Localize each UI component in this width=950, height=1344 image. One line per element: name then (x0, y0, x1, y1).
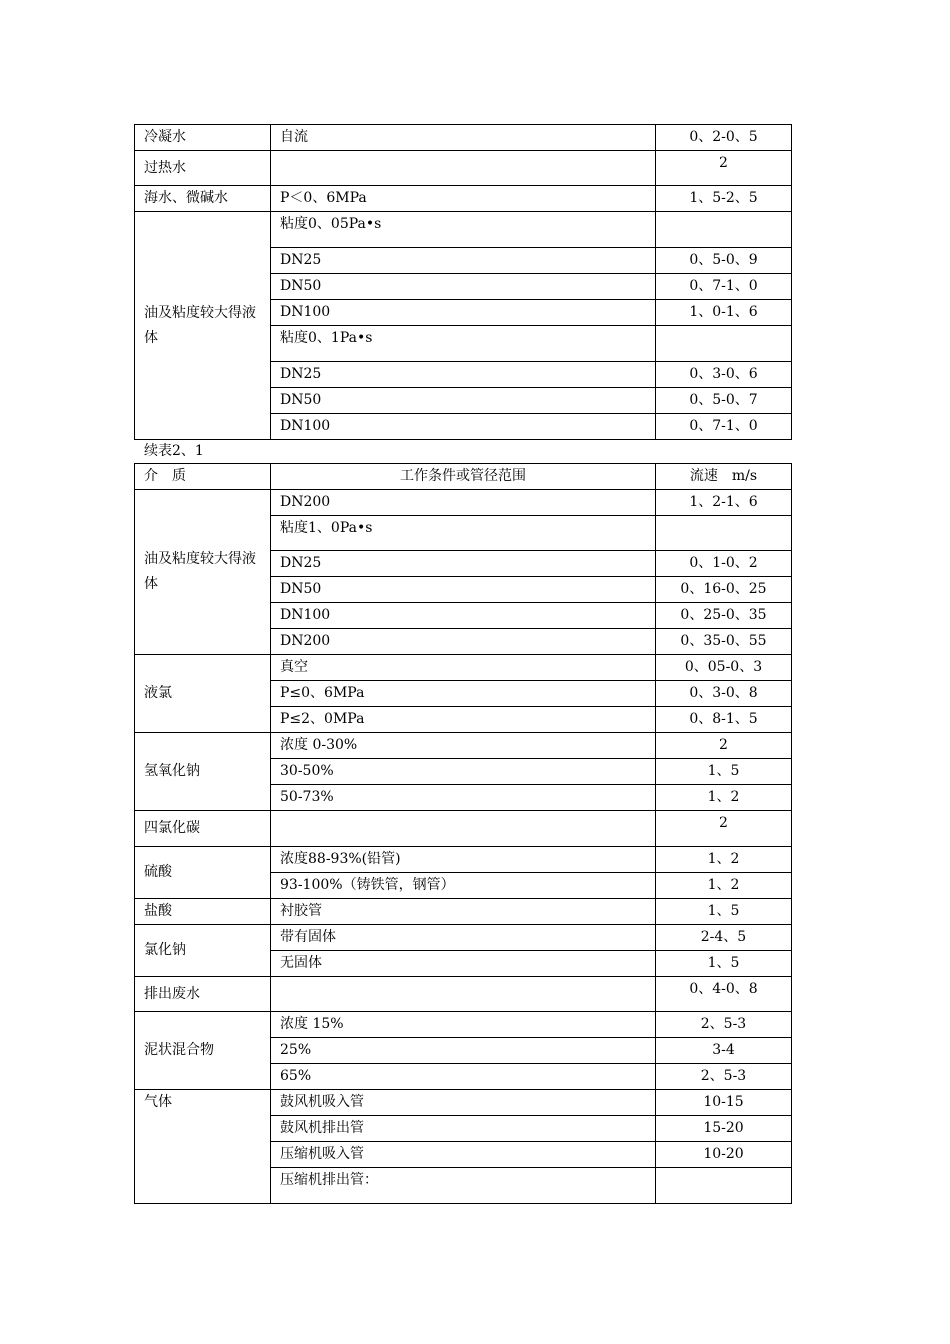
condition-cell: DN25 (271, 362, 656, 388)
condition-cell: DN100 (271, 603, 656, 629)
table-row (135, 125, 792, 151)
table-row (135, 151, 792, 186)
condition-cell: DN200 (271, 490, 656, 516)
condition-cell: 浓度 0-30% (271, 733, 656, 759)
condition-cell (271, 151, 656, 186)
speed-cell: 15-20 (656, 1116, 792, 1142)
speed-cell: 3-4 (656, 1038, 792, 1064)
table-row (135, 977, 792, 1012)
speed-cell (656, 212, 792, 248)
speed-cell: 0、7-1、0 (656, 274, 792, 300)
speed-cell: 0、05-0、3 (656, 655, 792, 681)
condition-cell: DN100 (271, 300, 656, 326)
speed-cell (656, 516, 792, 551)
medium-cell: 过热水 (135, 151, 271, 186)
condition-cell: DN25 (271, 551, 656, 577)
condition-cell: DN50 (271, 388, 656, 414)
condition-cell: 真空 (271, 655, 656, 681)
speed-cell: 0、5-0、9 (656, 248, 792, 274)
speed-cell: 0、25-0、35 (656, 603, 792, 629)
condition-cell: P≤2、0MPa (271, 707, 656, 733)
flow-speed-table-part1 (134, 124, 792, 440)
speed-cell: 1、2-1、6 (656, 490, 792, 516)
condition-cell: DN25 (271, 248, 656, 274)
speed-cell: 0、7-1、0 (656, 414, 792, 440)
medium-cell-oil: 油及粘度较大得液体 (135, 490, 271, 655)
condition-cell: 粘度1、0Pa•s (271, 516, 656, 551)
table-header-row (135, 464, 792, 490)
condition-cell: DN200 (271, 629, 656, 655)
medium-cell-nacl: 氯化钠 (135, 925, 271, 977)
speed-cell: 1、2 (656, 785, 792, 811)
table-row (135, 847, 792, 873)
speed-cell: 1、0-1、6 (656, 300, 792, 326)
condition-cell: DN50 (271, 577, 656, 603)
table-row (135, 490, 792, 516)
speed-cell: 1、5 (656, 759, 792, 785)
flow-speed-table-part2 (134, 463, 792, 1204)
speed-cell: 1、2 (656, 873, 792, 899)
speed-cell: 1、5 (656, 951, 792, 977)
table-row (135, 811, 792, 847)
medium-cell-ccl4: 四氯化碳 (135, 811, 271, 847)
condition-cell (271, 977, 656, 1012)
speed-cell: 0、2-0、5 (656, 125, 792, 151)
condition-cell: DN100 (271, 414, 656, 440)
speed-cell: 0、3-0、6 (656, 362, 792, 388)
condition-cell: 浓度 15% (271, 1012, 656, 1038)
speed-cell: 1、5-2、5 (656, 186, 792, 212)
speed-cell: 0、5-0、7 (656, 388, 792, 414)
condition-cell: 无固体 (271, 951, 656, 977)
condition-cell: 粘度0、05Pa•s (271, 212, 656, 248)
table-row (135, 655, 792, 681)
condition-cell: 鼓风机排出管 (271, 1116, 656, 1142)
table-caption: 续表2、1 (144, 443, 204, 459)
speed-cell: 0、16-0、25 (656, 577, 792, 603)
condition-cell: 50-73% (271, 785, 656, 811)
speed-cell: 2、5-3 (656, 1064, 792, 1090)
medium-cell-chlorine: 液氯 (135, 655, 271, 733)
medium-cell-sulfuric: 硫酸 (135, 847, 271, 899)
medium-cell-slurry: 泥状混合物 (135, 1012, 271, 1090)
condition-cell: 鼓风机吸入管 (271, 1090, 656, 1116)
speed-cell: 0、3-0、8 (656, 681, 792, 707)
medium-cell-waste: 排出废水 (135, 977, 271, 1012)
condition-cell: 自流 (271, 125, 656, 151)
header-condition: 工作条件或管径范围 (271, 464, 656, 490)
speed-cell: 0、4-0、8 (656, 977, 792, 1012)
condition-cell: 压缩机排出管： (271, 1168, 656, 1204)
speed-cell: 1、2 (656, 847, 792, 873)
condition-cell: P＜0、6MPa (271, 186, 656, 212)
speed-cell: 10-20 (656, 1142, 792, 1168)
speed-cell: 2、5-3 (656, 1012, 792, 1038)
condition-cell: 93-100%（铸铁管，钢管） (271, 873, 656, 899)
table-row (135, 212, 792, 248)
speed-cell: 10-15 (656, 1090, 792, 1116)
medium-cell: 海水、微碱水 (135, 186, 271, 212)
header-speed: 流速 m/s (656, 464, 792, 490)
header-medium: 介 质 (135, 464, 271, 490)
table-row (135, 925, 792, 951)
speed-cell: 2 (656, 151, 792, 186)
condition-cell: P≤0、6MPa (271, 681, 656, 707)
condition-cell: 粘度0、1Pa•s (271, 326, 656, 362)
speed-cell: 2-4、5 (656, 925, 792, 951)
table-row (135, 1090, 792, 1116)
medium-cell-gas: 气体 (135, 1090, 271, 1204)
speed-cell: 2 (656, 733, 792, 759)
table-row (135, 733, 792, 759)
speed-cell: 0、35-0、55 (656, 629, 792, 655)
medium-cell-hcl: 盐酸 (135, 899, 271, 925)
condition-cell: 65% (271, 1064, 656, 1090)
condition-cell: DN50 (271, 274, 656, 300)
condition-cell (271, 811, 656, 847)
table-row (135, 899, 792, 925)
speed-cell: 1、5 (656, 899, 792, 925)
speed-cell (656, 1168, 792, 1204)
condition-cell: 30-50% (271, 759, 656, 785)
speed-cell: 0、1-0、2 (656, 551, 792, 577)
condition-cell: 浓度88-93%(铅管) (271, 847, 656, 873)
medium-cell-naoh: 氢氧化钠 (135, 733, 271, 811)
condition-cell: 25% (271, 1038, 656, 1064)
condition-cell: 衬胶管 (271, 899, 656, 925)
table-row (135, 186, 792, 212)
speed-cell: 2 (656, 811, 792, 847)
medium-cell: 冷凝水 (135, 125, 271, 151)
condition-cell: 压缩机吸入管 (271, 1142, 656, 1168)
condition-cell: 带有固体 (271, 925, 656, 951)
table-row (135, 1012, 792, 1038)
medium-cell-oil: 油及粘度较大得液体 (135, 212, 271, 440)
speed-cell (656, 326, 792, 362)
speed-cell: 0、8-1、5 (656, 707, 792, 733)
